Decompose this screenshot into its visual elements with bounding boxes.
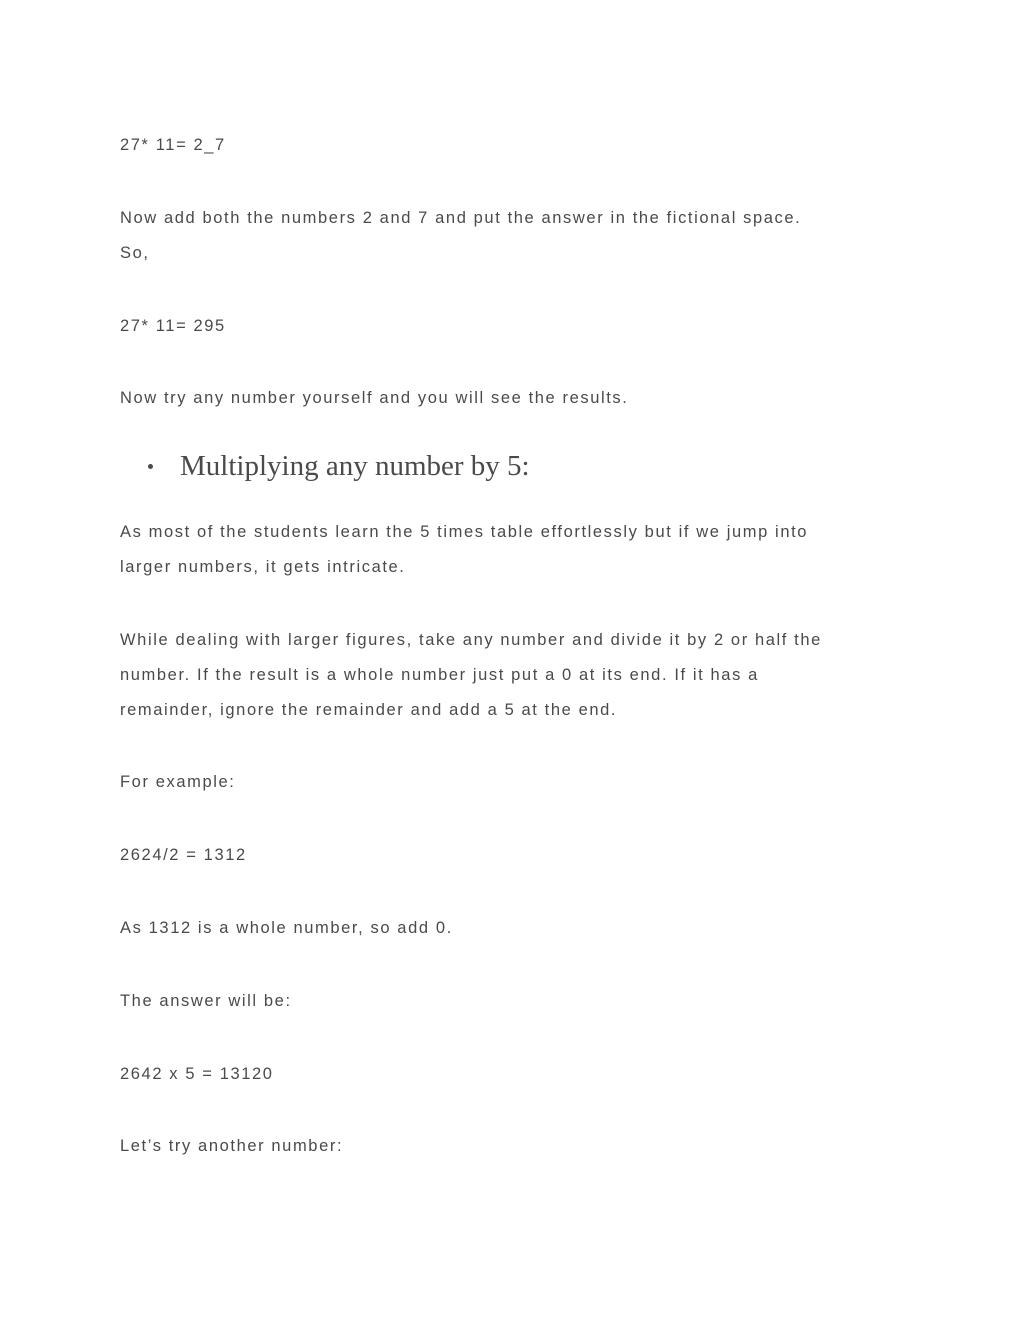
paragraph-line: While dealing with larger figures, take any number and divide it by 2 or half the: [120, 631, 822, 649]
equation-line: 27* 11= 2_7: [120, 136, 226, 154]
paragraph-line: remainder, ignore the remainder and add a 5 at the end.: [120, 701, 618, 719]
paragraph-line: As 1312 is a whole number, so add 0.: [120, 919, 453, 937]
paragraph-line: As most of the students learn the 5 times table effortlessly but if we jump into: [120, 523, 809, 541]
paragraph-line: For example:: [120, 773, 236, 791]
paragraph-line: number. If the result is a whole number just put a 0 at its end. If it has a: [120, 666, 759, 684]
paragraph-line: Now add both the numbers 2 and 7 and put the answer in the fictional space.: [120, 209, 802, 227]
equation-line: 27* 11= 295: [120, 317, 226, 335]
paragraph-line: The answer will be:: [120, 992, 292, 1010]
section-heading: Multiplying any number by 5:: [180, 450, 530, 482]
paragraph-line: Let’s try another number:: [120, 1137, 344, 1155]
section-heading-bullet: [148, 446, 530, 486]
paragraph-line: larger numbers, it gets intricate.: [120, 558, 406, 576]
equation-line: 2642 x 5 = 13120: [120, 1065, 274, 1083]
bullet-dot-icon: [148, 464, 153, 469]
equation-line: 2624/2 = 1312: [120, 846, 247, 864]
paragraph-line: Now try any number yourself and you will see the results.: [120, 389, 629, 407]
paragraph-line: So,: [120, 244, 150, 262]
